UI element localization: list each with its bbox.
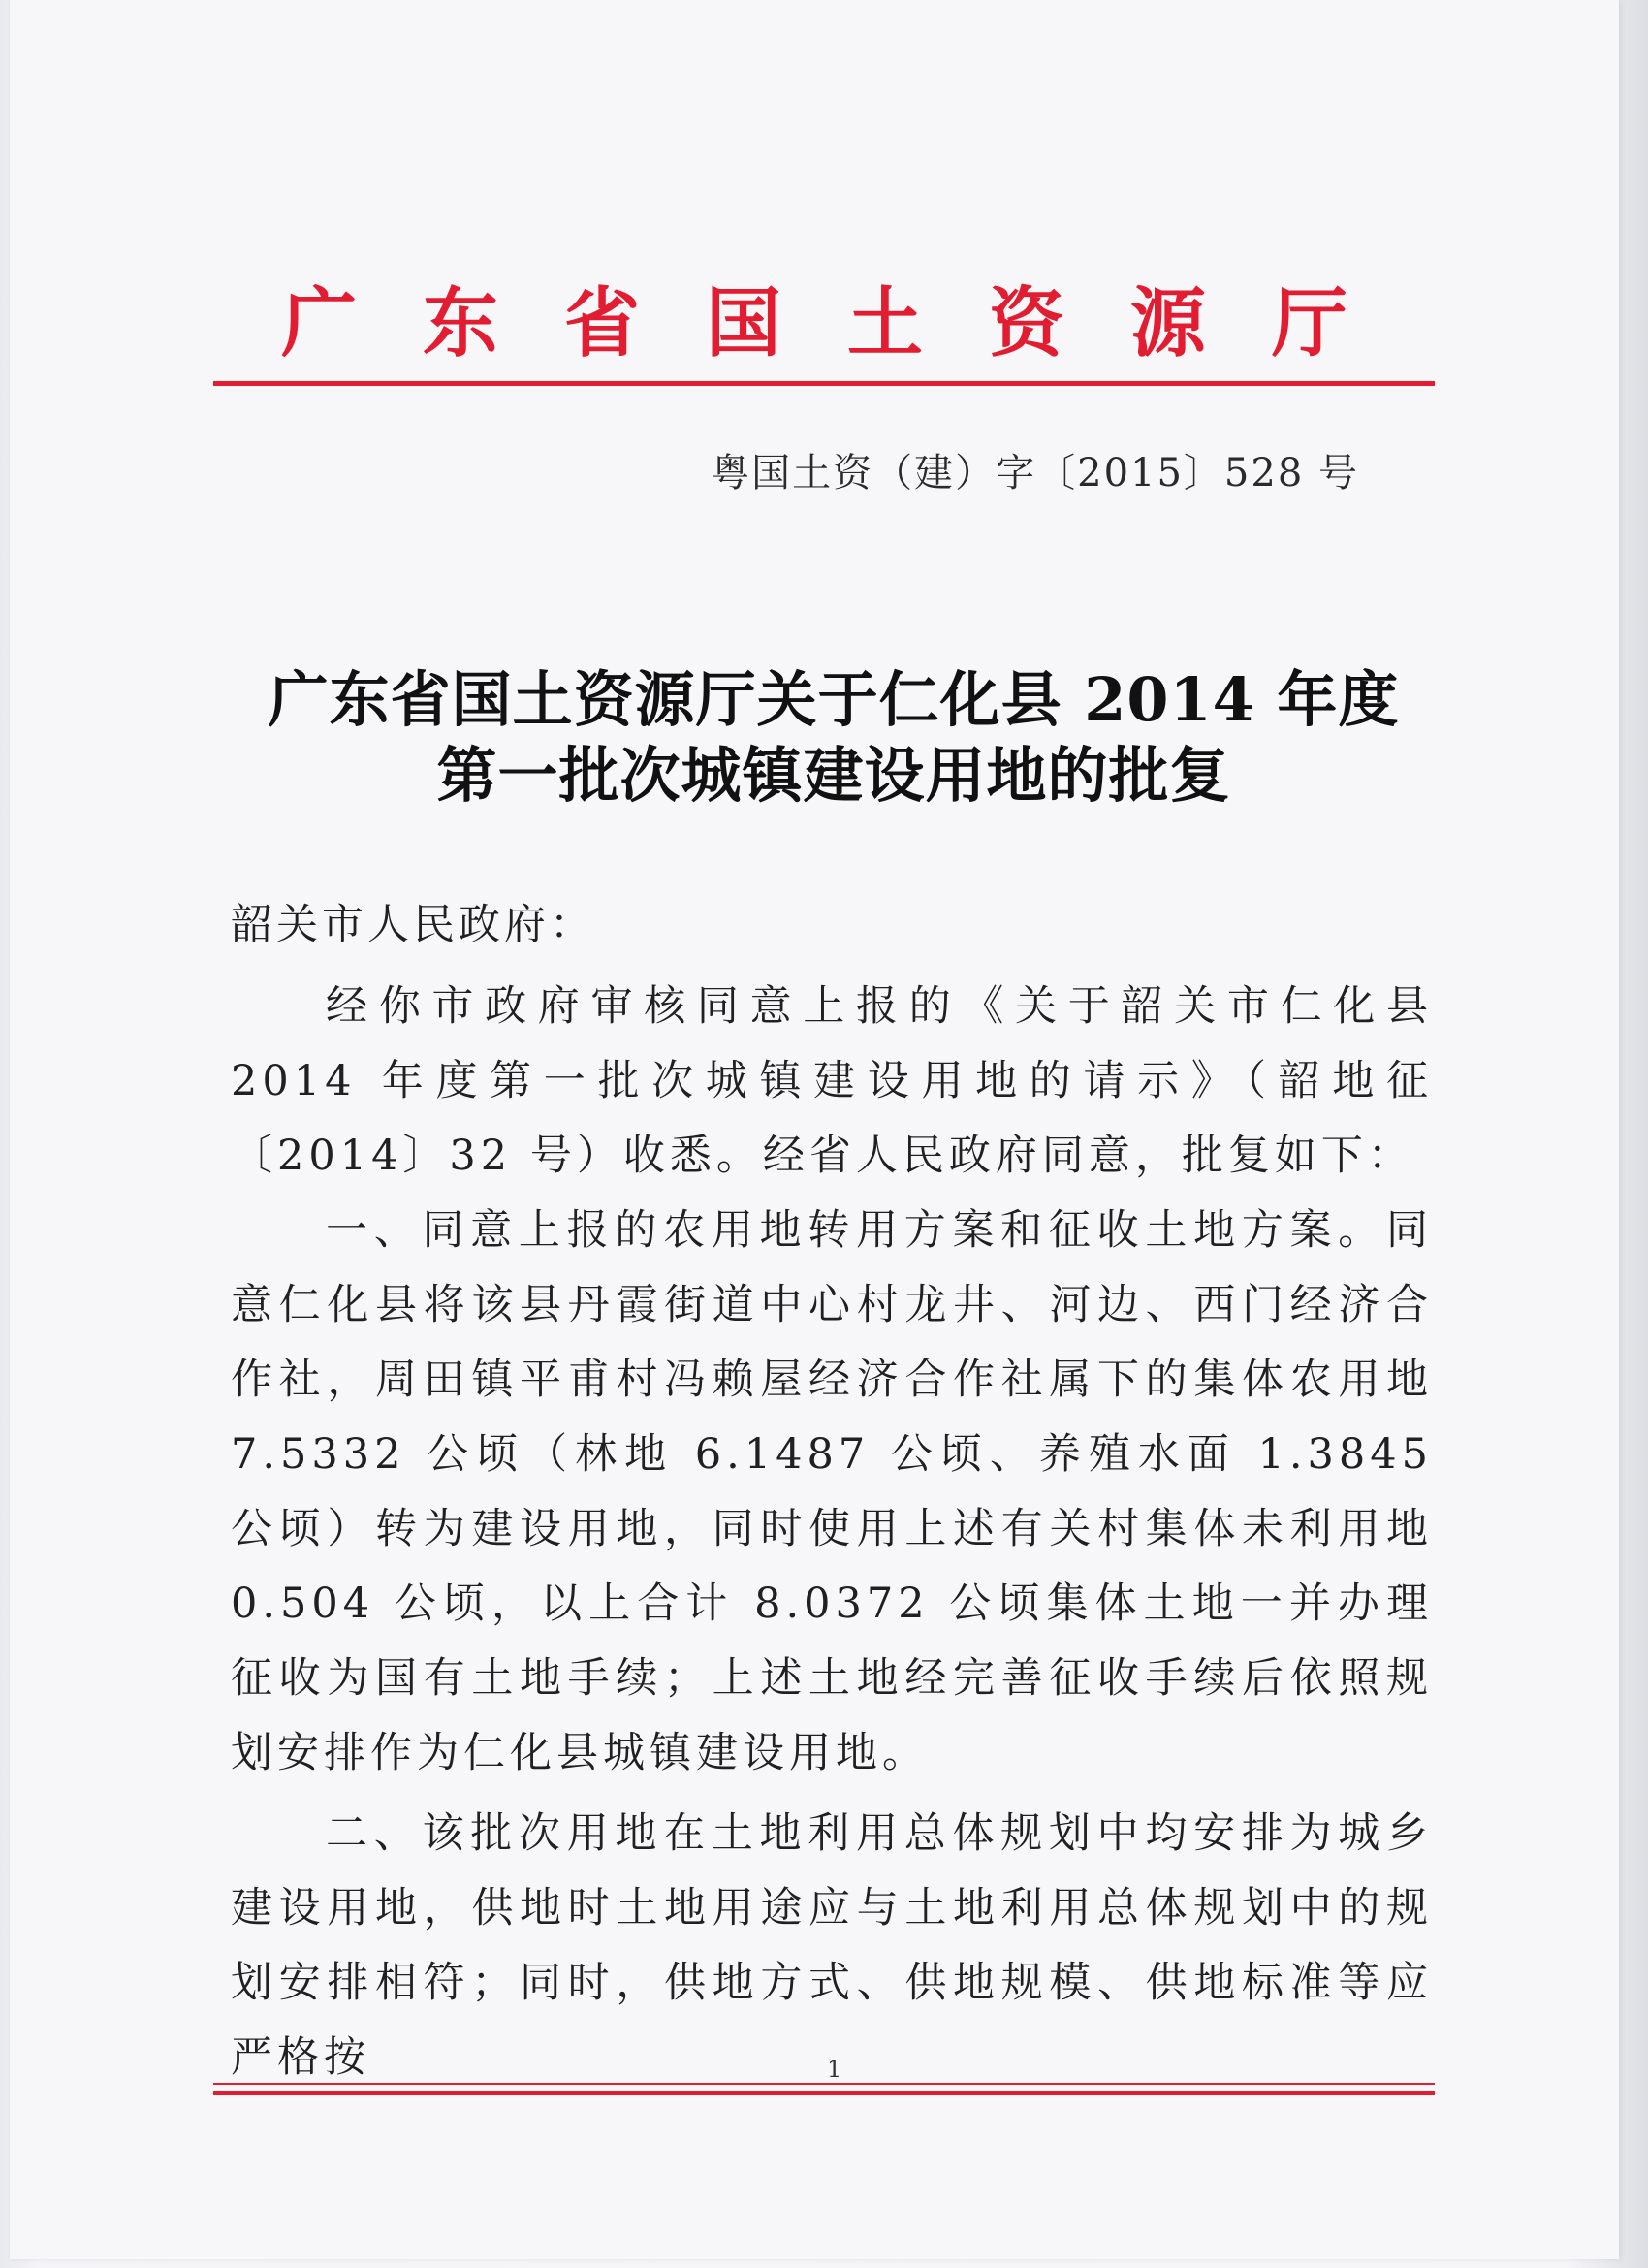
page-number: 1 xyxy=(827,2056,842,2083)
paragraph: 二、该批次用地在土地利用总体规划中均安排为城乡建设用地，供地时土地用途应与土地利用总体规划中的规划安排相符；同时，供地方式、供地规模、供地标准等应严格按 xyxy=(231,1809,1433,2082)
masthead-char: 源 xyxy=(1129,279,1206,367)
footer-red-rule-top xyxy=(213,2083,1435,2085)
paragraph: 经你市政府审核同意上报的《关于韶关市仁化县 2014 年度第一批次城镇建设用地的请示》（韶地征〔2014〕32 号）收悉。经省人民政府同意，批复如下： xyxy=(231,982,1433,1180)
footer-red-rule-bottom xyxy=(213,2091,1435,2095)
document-number: 粤国土资（建）字〔2015〕528 号 xyxy=(711,451,1359,495)
masthead-red-rule xyxy=(213,381,1435,386)
masthead-char: 广 xyxy=(281,279,358,367)
masthead-char: 厅 xyxy=(1271,279,1347,367)
masthead-char: 资 xyxy=(988,279,1064,367)
masthead-title xyxy=(281,273,1347,367)
body-text xyxy=(231,970,1433,2095)
document-page xyxy=(10,0,1619,2259)
document-title-line-2: 第一批次城镇建设用地的批复 xyxy=(436,740,1231,811)
addressee: 韶关市人民政府： xyxy=(231,901,595,949)
masthead-char: 国 xyxy=(705,279,781,367)
masthead-char: 东 xyxy=(422,279,498,367)
masthead-char: 省 xyxy=(563,279,640,367)
document-title-line-1: 广东省国土资源厅关于仁化县 2014 年度 xyxy=(268,664,1400,735)
masthead-char: 土 xyxy=(846,279,923,367)
paragraph: 一、同意上报的农用地转用方案和征收土地方案。同意仁化县将该县丹霞街道中心村龙井、河边、西门经济合作社，周田镇平甫村冯赖屋经济合作社属下的集体农用地 7.5332 公顷（林地 6.1487 公顷、养殖水面 1.3845 公顷）转为建设用地，同时使用上述有关村集体未利用地 0.504 公顷，以上合计 8.0372 公顷集体土地一并办理征收为国有土地手续；上述土地经完善征收手续后依照规划安排作为仁化县城镇建设用地。 xyxy=(231,1206,1433,1777)
